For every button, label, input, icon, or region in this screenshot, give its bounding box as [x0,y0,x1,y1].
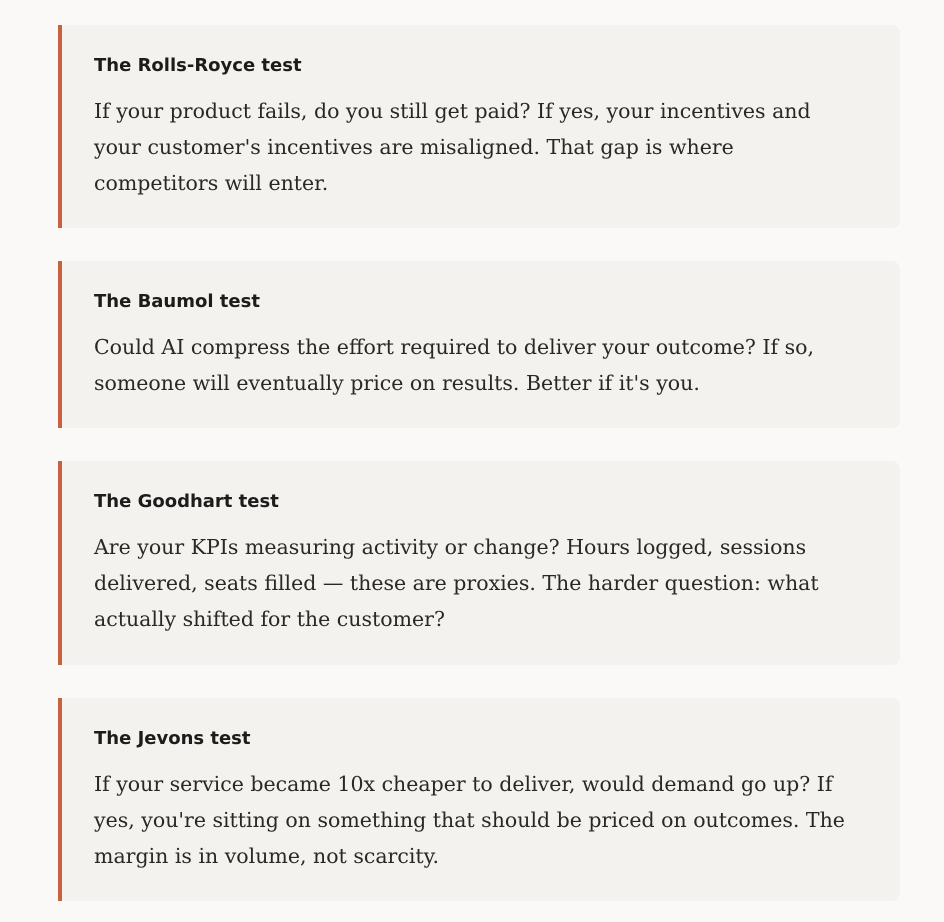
callout-jevons-test [58,698,900,901]
callout-baumol-test [58,261,900,428]
callout-body: Could AI compress the effort required to deliver your outcome? If so, someone will eventually price on results. Better if it's you. [94,335,814,395]
callout-title: The Rolls-Royce test [94,55,302,76]
callout-body: If your service became 10x cheaper to deliver, would demand go up? If yes, you're sitting on something that should be priced on outcomes. The margin is in volume, not scarcity. [94,772,845,868]
callout-rolls-royce-test [58,25,900,228]
callout-body: Are your KPIs measuring activity or change? Hours logged, sessions delivered, seats filled — these are proxies. The harder question: what actually shifted for the customer? [94,535,819,631]
callout-title: The Baumol test [94,291,260,312]
callout-goodhart-test [58,461,900,665]
callout-body: If your product fails, do you still get paid? If yes, your incentives and your customer's incentives are misaligned. That gap is where competitors will enter. [94,99,811,195]
callout-title: The Jevons test [94,728,251,749]
callout-title: The Goodhart test [94,491,279,512]
